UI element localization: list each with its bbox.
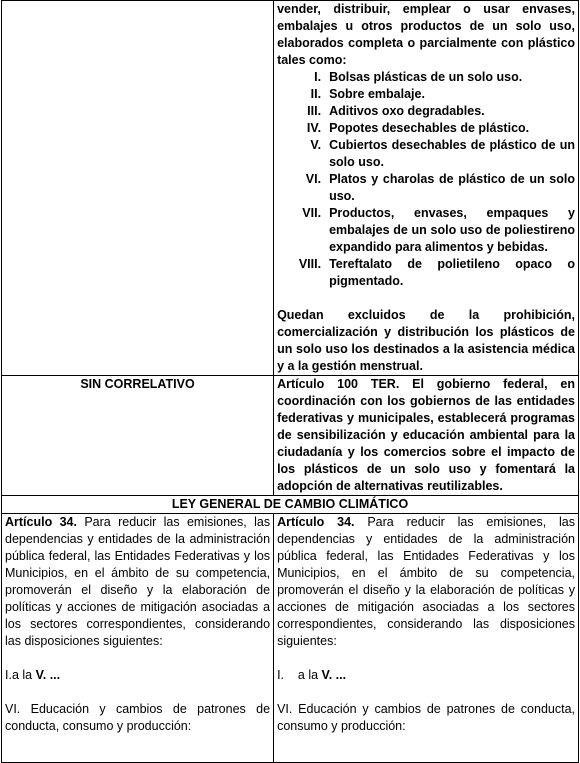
- list-item: [277, 86, 575, 103]
- left-cell-article-34: [2, 514, 274, 763]
- list-item: [277, 137, 575, 171]
- article-34-right: [277, 514, 575, 650]
- list-item-text: Platos y charolas de plástico de un solo uso.: [329, 172, 575, 203]
- table-row: [2, 496, 579, 514]
- article-body: Para reducir las emisiones, las dependencias y entidades de la administración pública federal, las Entidades Federativas y los Municipios, en el ámbito de su competencia, promoverán el diseño y la elaboración de políticas y acciones de mitigación asociadas a los sectores correspondientes, considerando las disposiciones siguientes:: [277, 515, 575, 648]
- list-item-number: IV.: [306, 121, 322, 135]
- article-100-ter: Artículo 100 TER. El gobierno federal, en coordinación con los gobiernos de las entidades federativas y municipales, establecerá programas de sensibilización y educación ambiental para la ciudadanía y los comercios sobre el impacto de los plásticos de un solo uso y fomentará la adopción de alternativas reutilizables.: [274, 376, 579, 496]
- list-item-number: III.: [307, 104, 322, 118]
- article-label: Artículo 34.: [277, 515, 355, 529]
- list-item: [277, 120, 575, 137]
- table-row: [2, 376, 579, 496]
- section-title: LEY GENERAL DE CAMBIO CLIMÁTICO: [2, 496, 579, 514]
- list-item-text: Bolsas plásticas de un solo uso.: [329, 70, 523, 84]
- list-item-text: Aditivos oxo degradables.: [329, 104, 485, 118]
- list-item-text: Popotes desechables de plástico.: [329, 121, 530, 135]
- list-item-number: VI.: [305, 172, 322, 186]
- table-row: [2, 514, 579, 763]
- prohibition-intro: vender, distribuir, emplear o usar envases, embalajes u otros productos de un solo uso, elaborados completa o parcialmente con plástico tales como:: [277, 2, 575, 67]
- right-cell-prohibition: [274, 1, 579, 376]
- list-item-number: II.: [310, 87, 322, 101]
- list-item: [277, 205, 575, 256]
- comparison-table: [1, 0, 579, 763]
- plastics-list: [277, 69, 575, 290]
- right-cell-article-34: [274, 514, 579, 763]
- article-label: Artículo 34.: [5, 515, 77, 529]
- list-item-number: VIII.: [298, 257, 322, 271]
- left-cell-empty: [2, 1, 274, 376]
- list-item-number: I.: [314, 70, 322, 84]
- range-line: I. a la V. ...: [277, 668, 347, 682]
- list-item-number: VII.: [302, 206, 322, 220]
- list-item-text: Sobre embalaje.: [329, 87, 425, 101]
- list-item: [277, 69, 575, 86]
- list-item: [277, 171, 575, 205]
- range-line: I.a la V. ...: [5, 668, 61, 682]
- list-item-text: Productos, envases, empaques y embalajes de un solo uso de poliestireno expandido para alimentos y bebidas.: [329, 206, 575, 254]
- item-vi: VI. Educación y cambios de patrones de conducta, consumo y producción:: [5, 702, 271, 733]
- no-correlative-label: SIN CORRELATIVO: [2, 376, 274, 496]
- list-item: [277, 103, 575, 120]
- table-row: [2, 1, 579, 376]
- list-item-text: Cubiertos desechables de plástico de un solo uso.: [329, 138, 575, 169]
- list-item: [277, 256, 575, 290]
- list-item-text: Tereftalato de polietileno opaco o pigmentado.: [329, 257, 575, 288]
- list-item-number: V.: [310, 138, 322, 152]
- exclusion-paragraph: Quedan excluidos de la prohibición, comercialización y distribución los plásticos de un solo uso los destinados a la asistencia médica y a la gestión menstrual.: [277, 308, 575, 373]
- article-34-left: [5, 514, 270, 650]
- article-body: Para reducir las emisiones, las dependencias y entidades de la administración pública federal, las Entidades Federativas y los Municipios, en el ámbito de su competencia, promoverán el diseño y la elaboración de políticas y acciones de mitigación asociadas a los sectores correspondientes, considerando las disposiciones siguientes:: [5, 515, 271, 648]
- item-vi: VI. Educación y cambios de patrones de conducta, consumo y producción:: [277, 702, 575, 733]
